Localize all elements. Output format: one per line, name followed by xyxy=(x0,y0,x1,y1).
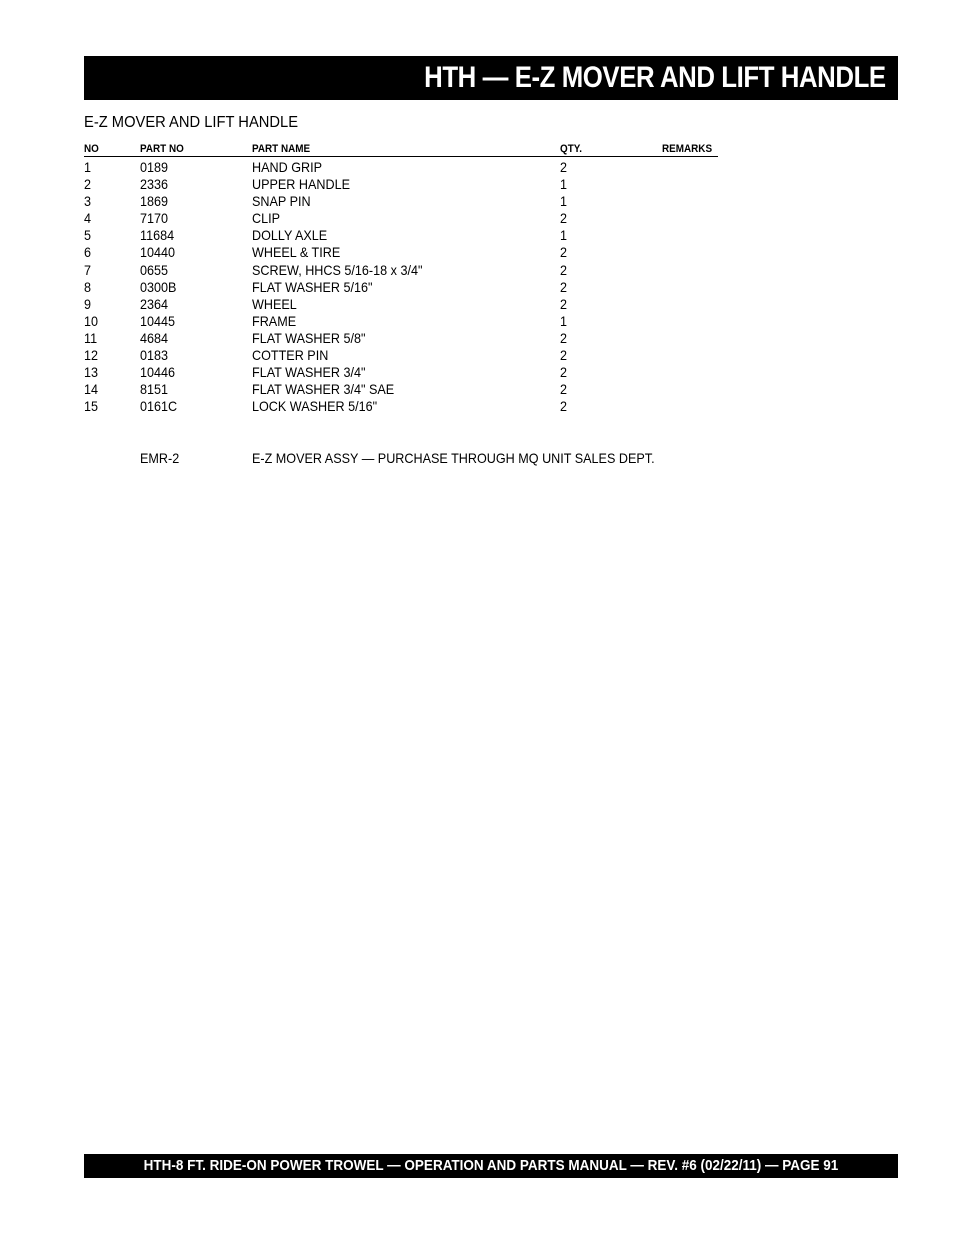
table-row xyxy=(84,330,718,347)
row-part-name: FLAT WASHER 3/4" xyxy=(252,364,366,381)
assembly-part-no: EMR-2 xyxy=(140,450,180,466)
row-qty: 1 xyxy=(560,193,568,210)
row-part-name: FLAT WASHER 5/8" xyxy=(252,329,366,346)
row-part-no: 7170 xyxy=(140,210,169,227)
table-row xyxy=(84,227,718,244)
row-qty: 2 xyxy=(560,261,568,278)
table-row xyxy=(84,176,718,193)
table-row xyxy=(84,296,718,313)
row-qty: 2 xyxy=(560,244,568,261)
column-header-qty: QTY. xyxy=(560,143,583,155)
row-qty: 2 xyxy=(560,278,568,295)
row-no: 14 xyxy=(84,381,99,398)
row-part-name: CLIP xyxy=(252,210,281,227)
row-no: 1 xyxy=(84,159,92,175)
row-qty: 2 xyxy=(560,295,568,312)
table-row xyxy=(84,398,718,415)
row-part-name: SCREW, HHCS 5/16-18 x 3/4" xyxy=(252,261,423,278)
row-part-no: 11684 xyxy=(140,227,175,244)
assembly-note xyxy=(84,450,784,467)
parts-table xyxy=(84,159,718,415)
row-no: 12 xyxy=(84,347,99,364)
row-part-no: 0183 xyxy=(140,347,169,364)
table-row xyxy=(84,262,718,279)
table-row xyxy=(84,313,718,330)
row-part-no: 2336 xyxy=(140,176,169,193)
table-row xyxy=(84,381,718,398)
row-part-no: 0189 xyxy=(140,159,169,175)
table-row xyxy=(84,244,718,261)
table-row xyxy=(84,364,718,381)
row-no: 6 xyxy=(84,244,92,261)
column-header-remarks: REMARKS xyxy=(662,143,713,155)
row-qty: 2 xyxy=(560,210,568,227)
row-no: 4 xyxy=(84,210,92,227)
page-header-bar xyxy=(84,56,898,100)
row-no: 3 xyxy=(84,193,92,210)
row-part-name: DOLLY AXLE xyxy=(252,227,328,244)
row-part-no: 10445 xyxy=(140,312,176,329)
row-part-name: COTTER PIN xyxy=(252,347,329,364)
row-qty: 1 xyxy=(560,227,568,244)
footer-text: HTH-8 FT. RIDE-ON POWER TROWEL — OPERATION AND PARTS MANUAL — REV. #6 (02/22/11) — PAGE 91 xyxy=(143,1157,839,1174)
row-qty: 2 xyxy=(560,381,568,398)
row-part-name: WHEEL xyxy=(252,295,297,312)
table-row xyxy=(84,193,718,210)
row-part-name: FRAME xyxy=(252,312,297,329)
row-part-no: 10440 xyxy=(140,244,176,261)
row-qty: 2 xyxy=(560,364,568,381)
column-header-part-name: PART NAME xyxy=(252,143,311,155)
row-no: 7 xyxy=(84,261,92,278)
column-header-part-no: PART NO xyxy=(140,143,184,155)
row-part-no: 0300B xyxy=(140,278,177,295)
row-part-no: 8151 xyxy=(140,381,169,398)
row-part-name: FLAT WASHER 3/4" SAE xyxy=(252,381,395,398)
row-part-name: SNAP PIN xyxy=(252,193,311,210)
row-qty: 1 xyxy=(560,176,568,193)
section-title: E-Z MOVER AND LIFT HANDLE xyxy=(84,114,299,131)
row-no: 9 xyxy=(84,295,92,312)
table-row xyxy=(84,279,718,296)
row-part-no: 1869 xyxy=(140,193,169,210)
row-part-no: 2364 xyxy=(140,295,169,312)
row-qty: 2 xyxy=(560,347,568,364)
row-no: 10 xyxy=(84,312,99,329)
row-part-no: 0655 xyxy=(140,261,169,278)
row-part-name: FLAT WASHER 5/16" xyxy=(252,278,373,295)
row-no: 15 xyxy=(84,398,99,415)
page-footer-bar xyxy=(84,1154,898,1178)
row-part-no: 10446 xyxy=(140,364,176,381)
parts-table-header xyxy=(84,142,718,157)
table-row xyxy=(84,347,718,364)
row-no: 5 xyxy=(84,227,92,244)
page-title: HTH — E-Z MOVER AND LIFT HANDLE xyxy=(424,61,886,94)
row-no: 8 xyxy=(84,278,92,295)
row-part-no: 0161C xyxy=(140,398,178,415)
row-part-name: UPPER HANDLE xyxy=(252,176,351,193)
row-qty: 2 xyxy=(560,159,568,175)
table-row xyxy=(84,159,718,176)
row-no: 2 xyxy=(84,176,92,193)
table-row xyxy=(84,210,718,227)
row-qty: 2 xyxy=(560,329,568,346)
row-qty: 2 xyxy=(560,398,568,415)
row-part-no: 4684 xyxy=(140,329,169,346)
row-qty: 1 xyxy=(560,312,568,329)
row-part-name: WHEEL & TIRE xyxy=(252,244,341,261)
row-no: 13 xyxy=(84,364,99,381)
row-no: 11 xyxy=(84,329,98,346)
row-part-name: HAND GRIP xyxy=(252,159,323,175)
row-part-name: LOCK WASHER 5/16" xyxy=(252,398,378,415)
assembly-description: E-Z MOVER ASSY — PURCHASE THROUGH MQ UNIT SALES DEPT. xyxy=(252,450,655,466)
column-header-no: NO xyxy=(84,143,99,155)
